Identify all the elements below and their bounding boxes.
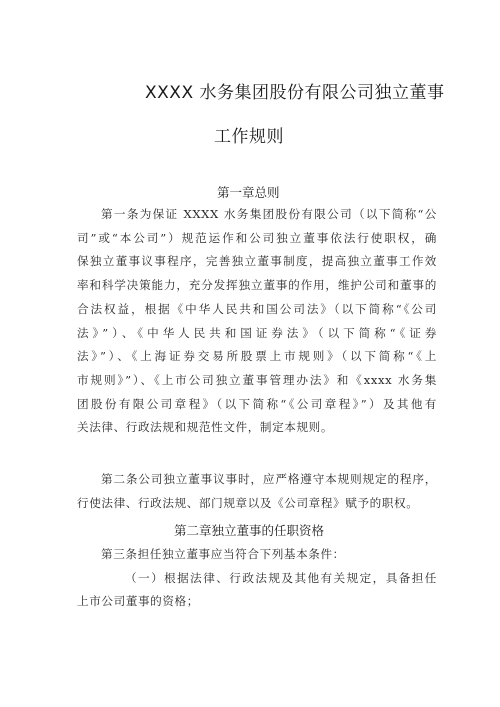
- article1-paragraph: [77, 203, 437, 440]
- document-title-line2: 工作规则: [214, 127, 284, 147]
- paragraph-line: 团股份有限公司章程》（以下简称“《公司章程》”）及其他有: [77, 396, 437, 411]
- paragraph-line: 法》”）、《上海证券交易所股票上市规则》（以下简称“《上: [77, 349, 437, 364]
- paragraph-line: 行使法律、行政法规、部门规章以及《公司章程》赋予的职权。: [77, 495, 419, 510]
- paragraph-line: 第二条公司独立董事议事时，应严格遵守本规则规定的程序，: [101, 472, 437, 486]
- article2-paragraph: [77, 468, 437, 515]
- paragraph-line: 率和科学决策能力，充分发挥独立董事的作用，维护公司和董事的: [77, 278, 437, 293]
- paragraph-line: 第三条担任独立董事应当符合下列基本条件：: [101, 547, 345, 561]
- paragraph-line: 第一条为保证 XXXX 水务集团股份有限公司（以下简称“公: [101, 207, 437, 221]
- paragraph-line: 市规则》”）、《上市公司独立董事管理办法》和《xxxx 水务集: [77, 372, 437, 387]
- paragraph-line: 法》”）、《中华人民共和国证券法》（以下简称“《证券: [77, 325, 437, 340]
- paragraph-line: 司”或“本公司”）规范运作和公司独立董事依法行使职权，确: [77, 230, 437, 245]
- paragraph-line: （一）根据法律、行政法规及其他有关规定，具备担任: [125, 570, 437, 585]
- paragraph-line: 关法律、行政法规和规范性文件，制定本规则。: [77, 420, 334, 435]
- chapter2-heading: 第二章独立董事的任职资格: [174, 523, 325, 538]
- paragraph-line: 上市公司董事的资格；: [77, 594, 199, 609]
- paragraph-line: 保独立董事议事程序，完善独立董事制度，提高独立董事工作效: [77, 254, 437, 269]
- paragraph-line: 合法权益，根据《中华人民共和国公司法》（以下简称“《公司: [77, 301, 437, 316]
- article3-paragraph: [77, 543, 437, 614]
- document-title-line1: XXXX 水务集团股份有限公司独立董事: [145, 83, 445, 103]
- chapter1-heading: 第一章总则: [217, 185, 280, 200]
